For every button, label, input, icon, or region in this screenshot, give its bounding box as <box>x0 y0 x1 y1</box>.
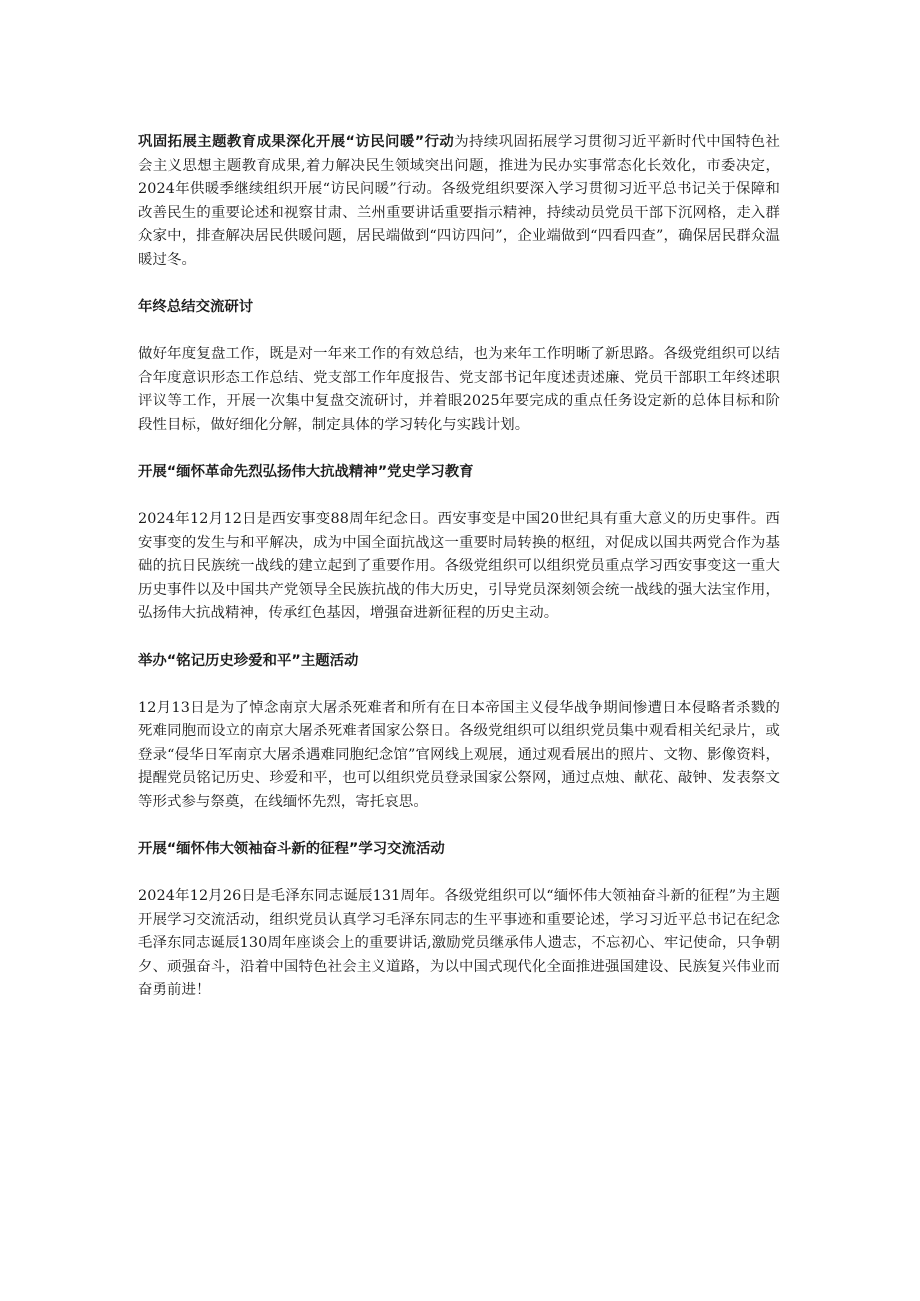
intro-body: 为持续巩固拓展学习贯彻习近平新时代中国特色社会主义思想主题教育成果,着力解决民生领域突出问题，推进为民办实事常态化长效化，市委决定，2024年供暖季继续组织开展“访民问暖”行动。各级党组织要深入学习贯彻习近平总书记关于保障和改善民生的重要论述和视察甘肃、兰州重要讲话重要指示精神，持续动员党员干部下沉网格，走入群众家中，排查解决居民供暖问题，居民端做到“四访四问”，企业端做到“四看四查”，确保居民群众温暖过冬。 <box>138 134 780 268</box>
intro-paragraph <box>138 131 780 272</box>
section-body-year-end-review: 做好年度复盘工作，既是对一年来工作的有效总结，也为来年工作明晰了新思路。各级党组织可以结合年度意识形态工作总结、党支部工作年度报告、党支部书记年度述责述廉、党员干部职工年终述职评议等工作，开展一次集中复盘交流研讨，并着眼2025年要完成的重点任务设定新的总体目标和阶段性目标，做好细化分解，制定具体的学习转化与实践计划。 <box>138 346 780 433</box>
intro-title: 巩固拓展主题教育成果深化开展“访民问暖”行动 <box>138 134 455 150</box>
section-heading-party-history: 开展“缅怀革命先烈弘扬伟大抗战精神”党史学习教育 <box>138 464 474 480</box>
section-body-commemorate-leader: 2024年12月26日是毛泽东同志诞辰131周年。各级党组织可以“缅怀伟大领袖奋斗新的征程”为主题开展学习交流活动，组织党员认真学习毛泽东同志的生平事迹和重要论述，学习习近平总书记在纪念毛泽东同志诞辰130周年座谈会上的重要讲话,激励党员继承伟人遗志，不忘初心、牢记使命，只争朝夕、顽强奋斗，沿着中国特色社会主义道路，为以中国式现代化全面推进强国建设、民族复兴伟业而奋勇前进！ <box>138 888 780 998</box>
document-page <box>138 131 780 1003</box>
section-heading-remember-history: 举办“铭记历史珍爱和平”主题活动 <box>138 652 359 669</box>
section-body-remember-history: 12月13日是为了悼念南京大屠杀死难者和所有在日本帝国主义侵华战争期间惨遭日本侵略者杀戮的死难同胞而设立的南京大屠杀死难者国家公祭日。各级党组织可以组织党员集中观看相关纪录片，或登录“侵华日军南京大屠杀遇难同胞纪念馆”官网线上观展，通过观看展出的照片、文物、影像资料，提醒党员铭记历史、珍爱和平，也可以组织党员登录国家公祭网，通过点烛、献花、敲钟、发表祭文等形式参与祭奠，在线缅怀先烈，寄托哀思。 <box>138 699 780 810</box>
section-heading-commemorate-leader: 开展“缅怀伟大领袖奋斗新的征程”学习交流活动 <box>138 841 445 857</box>
section-body-party-history: 2024年12月12日是西安事变88周年纪念日。西安事变是中国20世纪具有重大意义的历史事件。西安事变的发生与和平解决，成为中国全面抗战这一重要时局转换的枢纽，对促成以国共两党合作为基础的抗日民族统一战线的建立起到了重要作用。各级党组织可以组织党员重点学习西安事变这一重大历史事件以及中国共产党领导全民族抗战的伟大历史，引导党员深刻领会统一战线的强大法宝作用，弘扬伟大抗战精神，传承红色基因，增强奋进新征程的历史主动。 <box>138 511 780 621</box>
section-heading-year-end-review: 年终总结交流研讨 <box>138 299 254 315</box>
